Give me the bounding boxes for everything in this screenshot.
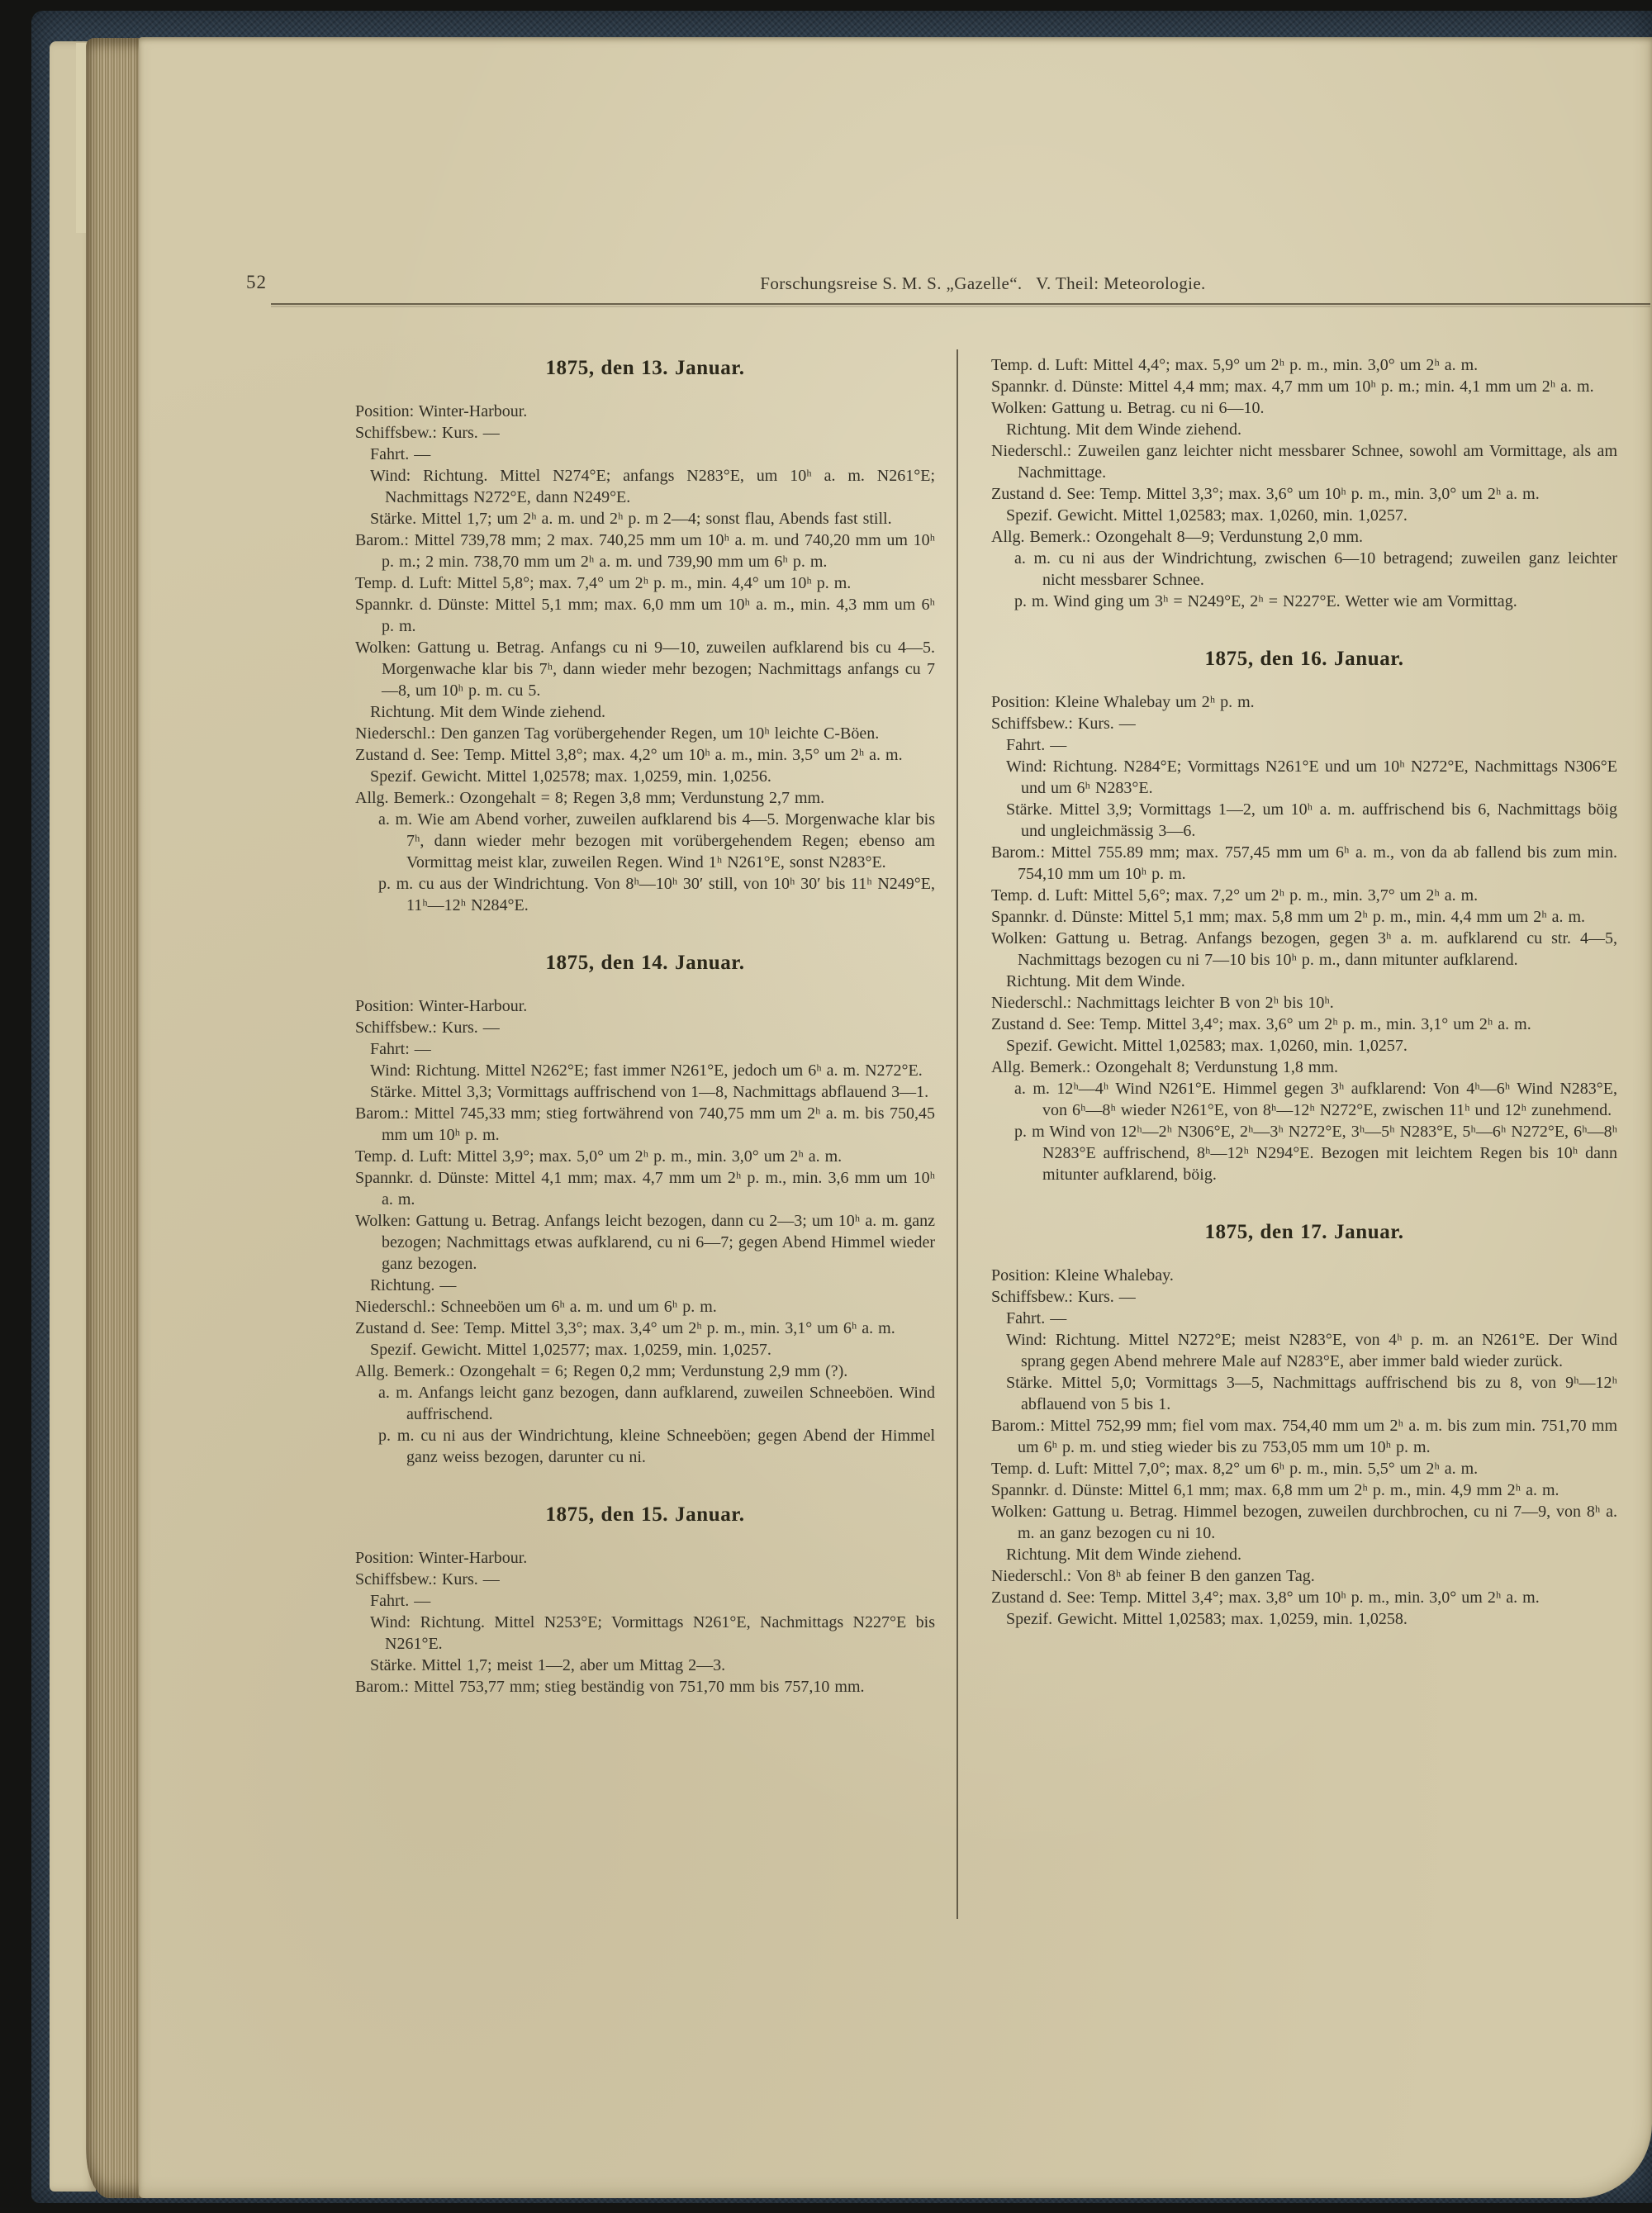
entry-paragraph: Zustand d. See: Temp. Mittel 3,3°; max. 3,6° um 10ʰ p. m., min. 3,0° um 2ʰ a. m. bbox=[991, 485, 1540, 503]
running-title: Forschungsreise S. M. S. „Gazelle“. V. Theil: Meteorologie. bbox=[760, 273, 1206, 293]
entry-paragraph: Temp. d. Luft: Mittel 7,0°; max. 8,2° um 6ʰ p. m., min. 5,5° um 2ʰ a. m. bbox=[991, 1460, 1479, 1478]
entry-paragraph: Temp. d. Luft: Mittel 3,9°; max. 5,0° um 2ʰ p. m., min. 3,0° um 2ʰ a. m. bbox=[355, 1147, 843, 1166]
entry-paragraph: Niederschl.: Von 8ʰ ab feiner B den ganzen Tag. bbox=[991, 1567, 1315, 1585]
entry-paragraph: Wind: Richtung. Mittel N274°E; anfangs N283°E, um 10ʰ a. m. N261°E; Nachmittags N272°E, dann N249°E. bbox=[370, 467, 935, 506]
entry-paragraph: Richtung. Mit dem Winde ziehend. bbox=[1006, 1546, 1241, 1564]
entry-paragraph: p. m Wind von 12ʰ—2ʰ N306°E, 2ʰ—3ʰ N272°E, 3ʰ—5ʰ N283°E, 5ʰ—6ʰ N272°E, 6ʰ—8ʰ N283°E auffrischend, 8ʰ—12ʰ N294°E. Bezogen mit leichtem Regen bis 10ʰ dann mitunter aufklarend, böig. bbox=[1014, 1123, 1617, 1184]
entry-paragraph: p. m. Wind ging um 3ʰ = N249°E, 2ʰ = N227°E. Wetter wie am Vormittag. bbox=[1014, 592, 1517, 610]
entry-paragraph: Barom.: Mittel 739,78 mm; 2 max. 740,25 mm um 10ʰ a. m. und 740,20 mm um 10ʰ p. m.; 2 min. 738,70 mm um 2ʰ a. m. und 739,90 mm um 6ʰ p. m. bbox=[355, 531, 935, 571]
entry-paragraph: Spezif. Gewicht. Mittel 1,02583; max. 1,0259, min. 1,0258. bbox=[1006, 1610, 1408, 1628]
page-number: 52 bbox=[246, 272, 267, 292]
entry-paragraph: a. m. cu ni aus der Windrichtung, zwischen 6—10 betragend; zuweilen ganz leichter nicht messbarer Schnee. bbox=[1014, 549, 1617, 589]
entry-paragraph: Temp. d. Luft: Mittel 4,4°; max. 5,9° um 2ʰ p. m., min. 3,0° um 2ʰ a. m. bbox=[991, 356, 1479, 374]
entry-paragraph: Fahrt. — bbox=[370, 1592, 431, 1610]
entry-paragraph: Stärke. Mittel 5,0; Vormittags 3—5, Nachmittags auffrischend bis zu 8, von 9ʰ—12ʰ abflauend von 5 bis 1. bbox=[1006, 1374, 1617, 1413]
left-column bbox=[355, 354, 935, 1698]
date-heading: 1875, den 14. Januar. bbox=[545, 952, 745, 974]
entry-paragraph: Spezif. Gewicht. Mittel 1,02583; max. 1,0260, min. 1,0257. bbox=[1006, 506, 1408, 525]
entry-paragraph: Wolken: Gattung u. Betrag. cu ni 6—10. bbox=[991, 399, 1265, 417]
entry-paragraph: Barom.: Mittel 753,77 mm; stieg beständig von 751,70 mm bis 757,10 mm. bbox=[355, 1678, 865, 1696]
entry-paragraph: Temp. d. Luft: Mittel 5,6°; max. 7,2° um 2ʰ p. m., min. 3,7° um 2ʰ a. m. bbox=[991, 886, 1479, 905]
entry-paragraph: Schiffsbew.: Kurs. — bbox=[991, 715, 1136, 733]
entry-paragraph: Richtung. Mit dem Winde ziehend. bbox=[1006, 420, 1241, 439]
entry-paragraph: a. m. 12ʰ—4ʰ Wind N261°E. Himmel gegen 3ʰ aufklarend: Von 4ʰ—6ʰ Wind N283°E, von 6ʰ—8ʰ wieder N261°E, von 8ʰ—12ʰ N272°E, zwischen 11ʰ und 12ʰ zunehmend. bbox=[1014, 1080, 1617, 1119]
entry-paragraph: Spannkr. d. Dünste: Mittel 4,1 mm; max. 4,7 mm um 2ʰ p. m., min. 3,6 mm um 10ʰ a. m. bbox=[355, 1169, 935, 1209]
entry-paragraph: Allg. Bemerk.: Ozongehalt 8; Verdunstung 1,8 mm. bbox=[991, 1058, 1339, 1076]
entry-paragraph: Barom.: Mittel 745,33 mm; stieg fortwährend von 740,75 mm um 2ʰ a. m. bis 750,45 mm um 10ʰ p. m. bbox=[355, 1104, 935, 1144]
entry-paragraph: Spezif. Gewicht. Mittel 1,02578; max. 1,0259, min. 1,0256. bbox=[370, 767, 771, 786]
entry-paragraph: Schiffsbew.: Kurs. — bbox=[991, 1288, 1136, 1306]
entry-paragraph: Position: Winter-Harbour. bbox=[355, 997, 528, 1015]
entry-paragraph: p. m. cu aus der Windrichtung. Von 8ʰ—10ʰ 30′ still, von 10ʰ 30′ bis 11ʰ N249°E, 11ʰ—12ʰ N284°E. bbox=[378, 875, 935, 914]
entry-paragraph: Richtung. Mit dem Winde. bbox=[1006, 972, 1185, 990]
entry-paragraph: Fahrt. — bbox=[1006, 1309, 1067, 1327]
date-heading: 1875, den 15. Januar. bbox=[545, 1503, 745, 1526]
entry-paragraph: Temp. d. Luft: Mittel 5,8°; max. 7,4° um 2ʰ p. m., min. 4,4° um 10ʰ p. m. bbox=[355, 574, 852, 592]
entry-paragraph: Barom.: Mittel 752,99 mm; fiel vom max. 754,40 mm um 2ʰ a. m. bis zum min. 751,70 mm um 6ʰ p. m. und stieg wieder bis zu 753,05 mm um 10ʰ p. m. bbox=[991, 1417, 1617, 1456]
entry-paragraph: Wolken: Gattung u. Betrag. Anfangs bezogen, gegen 3ʰ a. m. aufklarend cu str. 4—5, Nachmittags bezogen cu ni 7—10 bis 10ʰ p. m., dann mitunter aufklarend. bbox=[991, 929, 1617, 969]
entry-paragraph: Position: Winter-Harbour. bbox=[355, 1549, 528, 1567]
entry-paragraph: Schiffsbew.: Kurs. — bbox=[355, 1570, 500, 1589]
entry-paragraph: Fahrt. — bbox=[1006, 736, 1067, 754]
entry-paragraph: Position: Kleine Whalebay. bbox=[991, 1266, 1174, 1285]
entry-paragraph: Niederschl.: Den ganzen Tag vorübergehender Regen, um 10ʰ leichte C-Böen. bbox=[355, 724, 880, 743]
date-heading: 1875, den 16. Januar. bbox=[1204, 648, 1404, 670]
entry-paragraph: Wind: Richtung. N284°E; Vormittags N261°E und um 10ʰ N272°E, Nachmittags N306°E und um 6ʰ N283°E. bbox=[1006, 757, 1617, 797]
entry-paragraph: Wolken: Gattung u. Betrag. Anfangs leicht bezogen, dann cu 2—3; um 10ʰ a. m. ganz bezogen; Nachmittags etwas aufklarend, cu ni 6—7; gegen Abend Himmel wieder ganz bezogen. bbox=[355, 1212, 935, 1273]
entry-paragraph: Spannkr. d. Dünste: Mittel 5,1 mm; max. 6,0 mm um 10ʰ a. m., min. 4,3 mm um 6ʰ p. m. bbox=[355, 596, 935, 635]
header-rule bbox=[271, 303, 1650, 305]
entry-paragraph: Spezif. Gewicht. Mittel 1,02583; max. 1,0260, min. 1,0257. bbox=[1006, 1037, 1408, 1055]
entry-paragraph: p. m. cu ni aus der Windrichtung, kleine Schneeböen; gegen Abend der Himmel ganz weiss bezogen, darunter cu ni. bbox=[378, 1427, 935, 1466]
entry-paragraph: Wolken: Gattung u. Betrag. Anfangs cu ni 9—10, zuweilen aufklarend bis cu 4—5. Morgenwache klar bis 7ʰ, dann wieder mehr bezogen; Nachmittags anfangs cu 7—8, um 10ʰ p. m. cu 5. bbox=[355, 639, 935, 700]
scanned-page bbox=[139, 37, 1652, 2198]
entry-paragraph: Niederschl.: Schneeböen um 6ʰ a. m. und um 6ʰ p. m. bbox=[355, 1298, 717, 1316]
entry-paragraph: Richtung. Mit dem Winde ziehend. bbox=[370, 703, 605, 721]
entry-paragraph: Position: Kleine Whalebay um 2ʰ p. m. bbox=[991, 693, 1255, 711]
entry-paragraph: Zustand d. See: Temp. Mittel 3,8°; max. 4,2° um 10ʰ a. m., min. 3,5° um 2ʰ a. m. bbox=[355, 746, 903, 764]
entry-paragraph: Stärke. Mittel 3,9; Vormittags 1—2, um 10ʰ a. m. auffrischend bis 6, Nachmittags böig und ungleichmässig 3—6. bbox=[1006, 800, 1617, 840]
entry-paragraph: Wind: Richtung. Mittel N272°E; meist N283°E, von 4ʰ p. m. an N261°E. Der Wind sprang gegen Abend mehrere Male auf N283°E, aber immer bald wieder zurück. bbox=[1006, 1331, 1617, 1370]
entry-paragraph: Spannkr. d. Dünste: Mittel 5,1 mm; max. 5,8 mm um 2ʰ p. m., min. 4,4 mm um 2ʰ a. m. bbox=[991, 908, 1586, 926]
entry-paragraph: Barom.: Mittel 755.89 mm; max. 757,45 mm um 6ʰ a. m., von da ab fallend bis zum min. 754,10 mm um 10ʰ p. m. bbox=[991, 843, 1617, 883]
entry-paragraph: a. m. Wie am Abend vorher, zuweilen aufklarend bis 4—5. Morgenwache klar bis 7ʰ, dann wieder mehr bezogen mit vorübergehendem Regen; ebenso am Vormittag meist klar, zuweilen Regen. Wind 1ʰ N261°E, sonst N283°E. bbox=[378, 810, 935, 871]
entry-paragraph: Wind: Richtung. Mittel N262°E; fast immer N261°E, jedoch um 6ʰ a. m. N272°E. bbox=[370, 1061, 923, 1080]
entry-paragraph: Allg. Bemerk.: Ozongehalt = 6; Regen 0,2 mm; Verdunstung 2,9 mm (?). bbox=[355, 1362, 848, 1380]
entry-paragraph: Stärke. Mittel 1,7; meist 1—2, aber um Mittag 2—3. bbox=[370, 1656, 726, 1674]
entry-paragraph: Allg. Bemerk.: Ozongehalt 8—9; Verdunstung 2,0 mm. bbox=[991, 528, 1364, 546]
date-heading: 1875, den 13. Januar. bbox=[545, 357, 745, 379]
right-column bbox=[991, 354, 1617, 1630]
entry-paragraph: Zustand d. See: Temp. Mittel 3,4°; max. 3,8° um 10ʰ p. m., min. 3,0° um 2ʰ a. m. bbox=[991, 1589, 1540, 1607]
entry-paragraph: Allg. Bemerk.: Ozongehalt = 8; Regen 3,8 mm; Verdunstung 2,7 mm. bbox=[355, 789, 825, 807]
entry-paragraph: a. m. Anfangs leicht ganz bezogen, dann aufklarend, zuweilen Schneeböen. Wind auffrischend. bbox=[378, 1384, 935, 1423]
entry-paragraph: Stärke. Mittel 3,3; Vormittags auffrischend von 1—8, Nachmittags abflauend 3—1. bbox=[370, 1083, 929, 1101]
column-divider bbox=[957, 349, 958, 1919]
page-stack-edges bbox=[86, 38, 145, 2198]
entry-paragraph: Zustand d. See: Temp. Mittel 3,3°; max. 3,4° um 2ʰ p. m., min. 3,1° um 6ʰ a. m. bbox=[355, 1319, 895, 1337]
entry-paragraph: Zustand d. See: Temp. Mittel 3,4°; max. 3,6° um 2ʰ p. m., min. 3,1° um 2ʰ a. m. bbox=[991, 1015, 1531, 1033]
entry-paragraph: Schiffsbew.: Kurs. — bbox=[355, 1019, 500, 1037]
entry-paragraph: Spannkr. d. Dünste: Mittel 6,1 mm; max. 6,8 mm um 2ʰ p. m., min. 4,9 mm 2ʰ a. m. bbox=[991, 1481, 1559, 1499]
entry-paragraph: Niederschl.: Nachmittags leichter B von 2ʰ bis 10ʰ. bbox=[991, 994, 1334, 1012]
entry-paragraph: Niederschl.: Zuweilen ganz leichter nicht messbarer Schnee, sowohl am Vormittage, als am Nachmittage. bbox=[991, 442, 1617, 482]
entry-paragraph: Schiffsbew.: Kurs. — bbox=[355, 424, 500, 442]
entry-paragraph: Spezif. Gewicht. Mittel 1,02577; max. 1,0259, min. 1,0257. bbox=[370, 1341, 771, 1359]
entry-paragraph: Fahrt. — bbox=[370, 445, 431, 463]
entry-paragraph: Wind: Richtung. Mittel N253°E; Vormittags N261°E, Nachmittags N227°E bis N261°E. bbox=[370, 1613, 935, 1653]
entry-paragraph: Spannkr. d. Dünste: Mittel 4,4 mm; max. 4,7 mm um 10ʰ p. m.; min. 4,1 mm um 2ʰ a. m. bbox=[991, 378, 1594, 396]
entry-paragraph: Stärke. Mittel 1,7; um 2ʰ a. m. und 2ʰ p. m 2—4; sonst flau, Abends fast still. bbox=[370, 510, 892, 528]
entry-paragraph: Richtung. — bbox=[370, 1276, 457, 1294]
entry-paragraph: Wolken: Gattung u. Betrag. Himmel bezogen, zuweilen durchbrochen, cu ni 7—9, von 8ʰ a. m. an ganz bezogen cu ni 10. bbox=[991, 1503, 1617, 1542]
date-heading: 1875, den 17. Januar. bbox=[1204, 1221, 1404, 1243]
entry-paragraph: Position: Winter-Harbour. bbox=[355, 402, 528, 420]
entry-paragraph: Fahrt: — bbox=[370, 1040, 431, 1058]
